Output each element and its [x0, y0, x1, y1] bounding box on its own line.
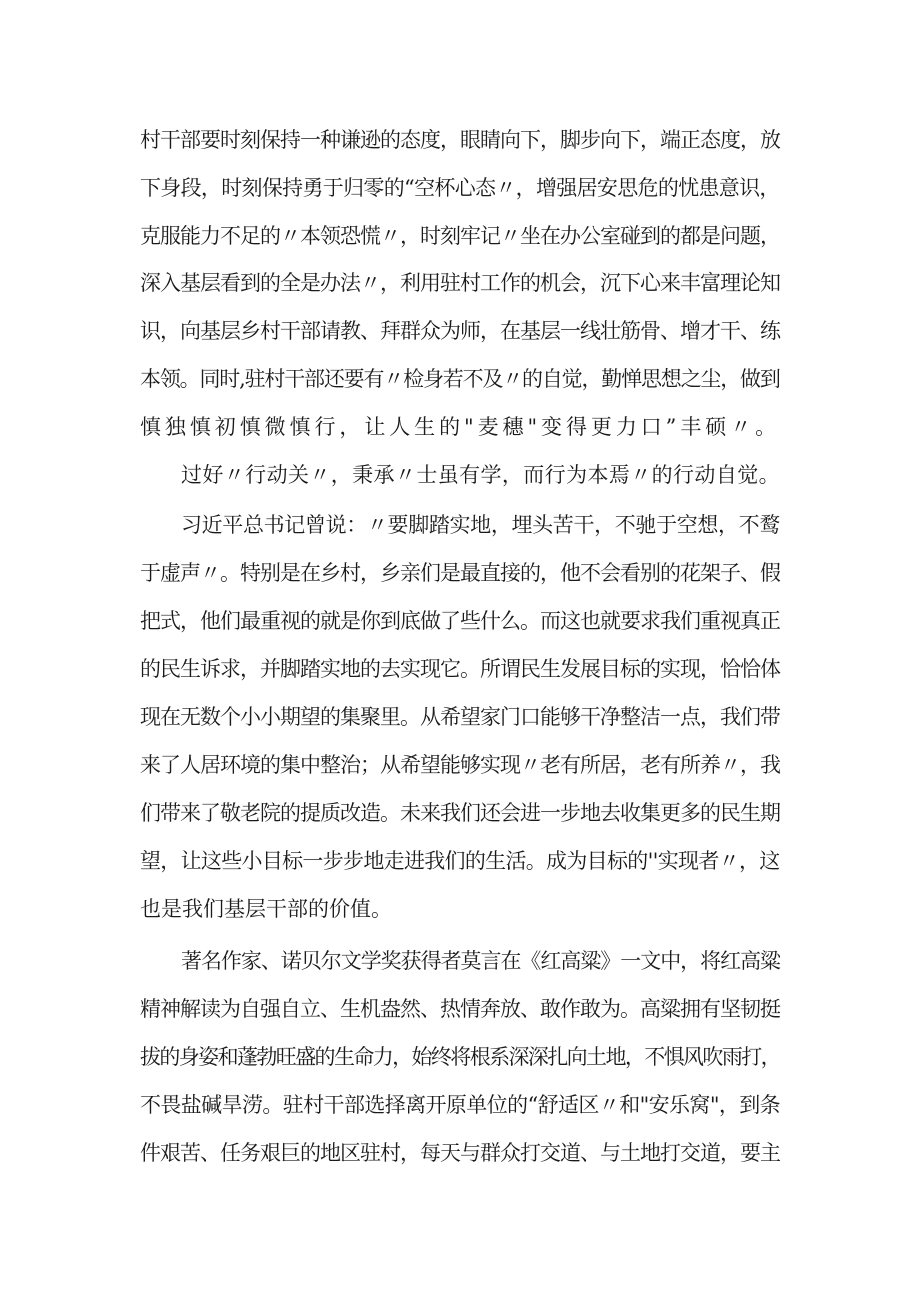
text-line: 习近平总书记曾说：〃要脚踏实地，埋头苦干，不驰于空想，不鹜 — [181, 513, 780, 537]
text-line: 本领。同时,驻村干部还要有〃检身若不及〃的自觉，勤惮思想之尘，做到 — [140, 367, 780, 391]
text-line: 于虚声〃。特别是在乡村，乡亲们是最直接的，他不会看别的花架子、假 — [140, 561, 780, 585]
text-line: 也是我们基层干部的价值。 — [140, 897, 392, 921]
text-line: 下身段，时刻保持勇于归零的“空杯心态〃，增强居安思危的忧患意识， — [140, 176, 780, 200]
text-line: 精神解读为自强自立、生机盎然、热情奔放、敢作敢为。高粱拥有坚韧挺 — [140, 997, 780, 1021]
text-line: 把式，他们最重视的就是你到底做了些什么。而这也就要求我们重视真正 — [140, 609, 780, 633]
text-line: 望，让这些小目标一步步地走进我们的生活。成为目标的''实现者〃，这 — [140, 849, 780, 873]
text-line: 慎独慎初慎微慎行，让人生的"麦穗"变得更力口”丰硕〃。 — [140, 415, 781, 439]
text-line: 深入基层看到的全是办法〃，利用驻村工作的机会，沉下心来丰富理论知 — [140, 271, 780, 295]
text-line: 著名作家、诺贝尔文学奖获得者莫言在《红高粱》一文中，将红高粱 — [181, 949, 780, 973]
text-line: 克服能力不足的〃本领恐慌〃，时刻牢记〃坐在办公室碰到的都是问题， — [140, 224, 780, 248]
text-line: 拔的身姿和蓬勃旺盛的生命力，始终将根系深深扎向土地，不惧风吹雨打， — [140, 1045, 780, 1069]
text-line: 村干部要时刻保持一种谦逊的态度，眼睛向下，脚步向下，端正态度，放 — [140, 128, 780, 152]
text-line: 来了人居环境的集中整治；从希望能够实现〃老有所居，老有所养〃，我 — [140, 753, 780, 777]
text-line: 识，向基层乡村干部请教、拜群众为师，在基层一线壮筋骨、增才干、练 — [140, 319, 780, 343]
text-line: 件艰苦、任务艰巨的地区驻村，每天与群众打交道、与土地打交道，要主 — [140, 1141, 780, 1165]
text-line: 现在无数个小小期望的集聚里。从希望家门口能够干净整洁一点，我们带 — [140, 705, 780, 729]
text-line: 过好〃行动关〃，秉承〃士虽有学，而行为本焉〃的行动自觉。 — [181, 463, 780, 487]
text-line: 们带来了敬老院的提质改造。未来我们还会进一步地去收集更多的民生期 — [140, 801, 780, 825]
text-line: 的民生诉求，并脚踏实地的去实现它。所谓民生发展目标的实现，恰恰体 — [140, 657, 780, 681]
text-line: 不畏盐碱旱涝。驻村干部选择离开原单位的“舒适区〃和"安乐窝"，到条 — [140, 1093, 781, 1117]
